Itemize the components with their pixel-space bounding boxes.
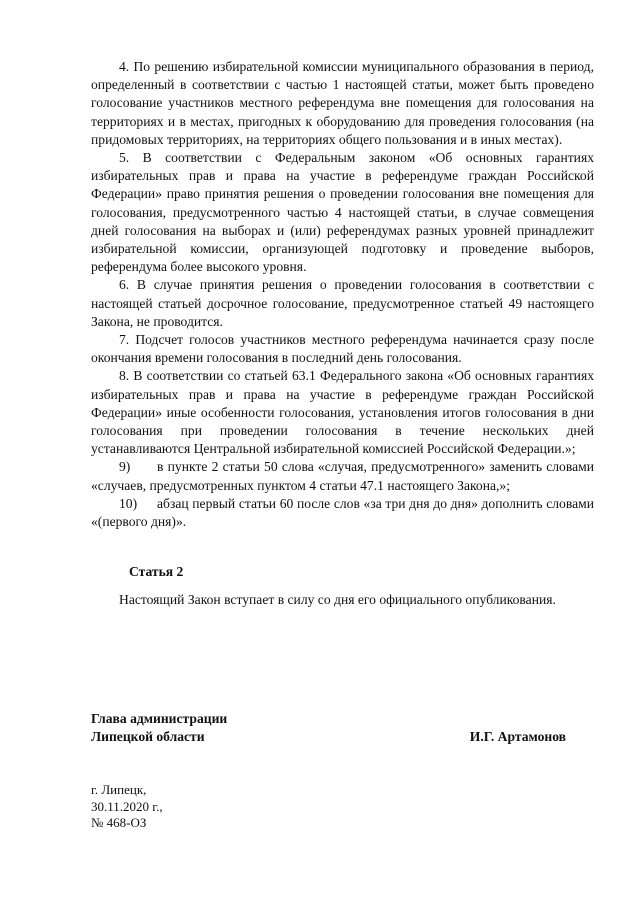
- item-10-text: абзац первый статьи 60 после слов «за три дня до дня» дополнить словами «(первого дня)».: [91, 495, 594, 530]
- paragraph-6: 6. В случае принятия решения о проведении голосования в соответствии с настоящей статьей досрочное голосование, предусмотренное статьей 49 настоящего Закона, не проводится.: [91, 277, 594, 329]
- document-footer: [91, 782, 163, 832]
- footer-date: 30.11.2020 г.,: [91, 798, 163, 814]
- signature-position-line1: Глава администрации: [91, 711, 228, 726]
- item-9-text: в пункте 2 статьи 50 слова «случая, предусмотренного» заменить словами «случаев, предусмотренных пунктом 4 статьи 47.1 настоящего Закона,»;: [91, 459, 594, 493]
- footer-city: г. Липецк,: [91, 782, 147, 797]
- signatory-name: И.Г. Артамонов: [469, 729, 566, 745]
- item-9: [91, 458, 594, 494]
- article-2-title: Статья 2: [129, 564, 184, 580]
- document-body: [91, 58, 594, 610]
- paragraph-7: 7. Подсчет голосов участников местного референдума начинается сразу после окончания времени голосования в последний день голосования.: [91, 332, 594, 366]
- paragraph-8: 8. В соответствии со статьей 63.1 Федерального закона «Об основных гарантиях избирательных прав и права на участие в референдуме граждан Российской Федерации» иные особенности голосования, установления итогов голосования в дни голосования при проведении голосования в течение нескольких дней устанавливаются Центральной избирательной комиссией Российской Федерации.»;: [91, 368, 594, 457]
- item-10: [91, 495, 594, 531]
- footer-law-number: № 468-ОЗ: [91, 815, 147, 830]
- article-2-text: Настоящий Закон вступает в силу со дня его официального опубликования.: [119, 592, 556, 608]
- signature-row: [91, 728, 594, 746]
- signature-block: [91, 710, 594, 746]
- signature-position-line2: Липецкой области: [91, 729, 205, 745]
- item-10-number: 10): [119, 495, 138, 511]
- item-9-number: 9): [119, 459, 131, 475]
- paragraph-5: 5. В соответствии с Федеральным законом «Об основных гарантиях избирательных прав и права на участие в референдуме граждан Российской Федерации» право принятия решения о проведении голосования вне помещения для голосования, предусмотренного частью 4 настоящей статьи, в случае совмещения дней голосования на выборах и (или) референдумах разных уровней принадлежит избирательной комиссии, организующей подготовку и проведение выборов, референдума более высокого уровня.: [91, 150, 594, 275]
- paragraph-4: 4. По решению избирательной комиссии муниципального образования в период, определенный в соответствии с частью 1 настоящей статьи, может быть проведено голосование участников местного референдума вне помещения для голосования на территориях и в местах, пригодных к оборудованию для проведения голосования (на придомовых территориях, на территориях общего пользования и в иных местах).: [91, 59, 594, 147]
